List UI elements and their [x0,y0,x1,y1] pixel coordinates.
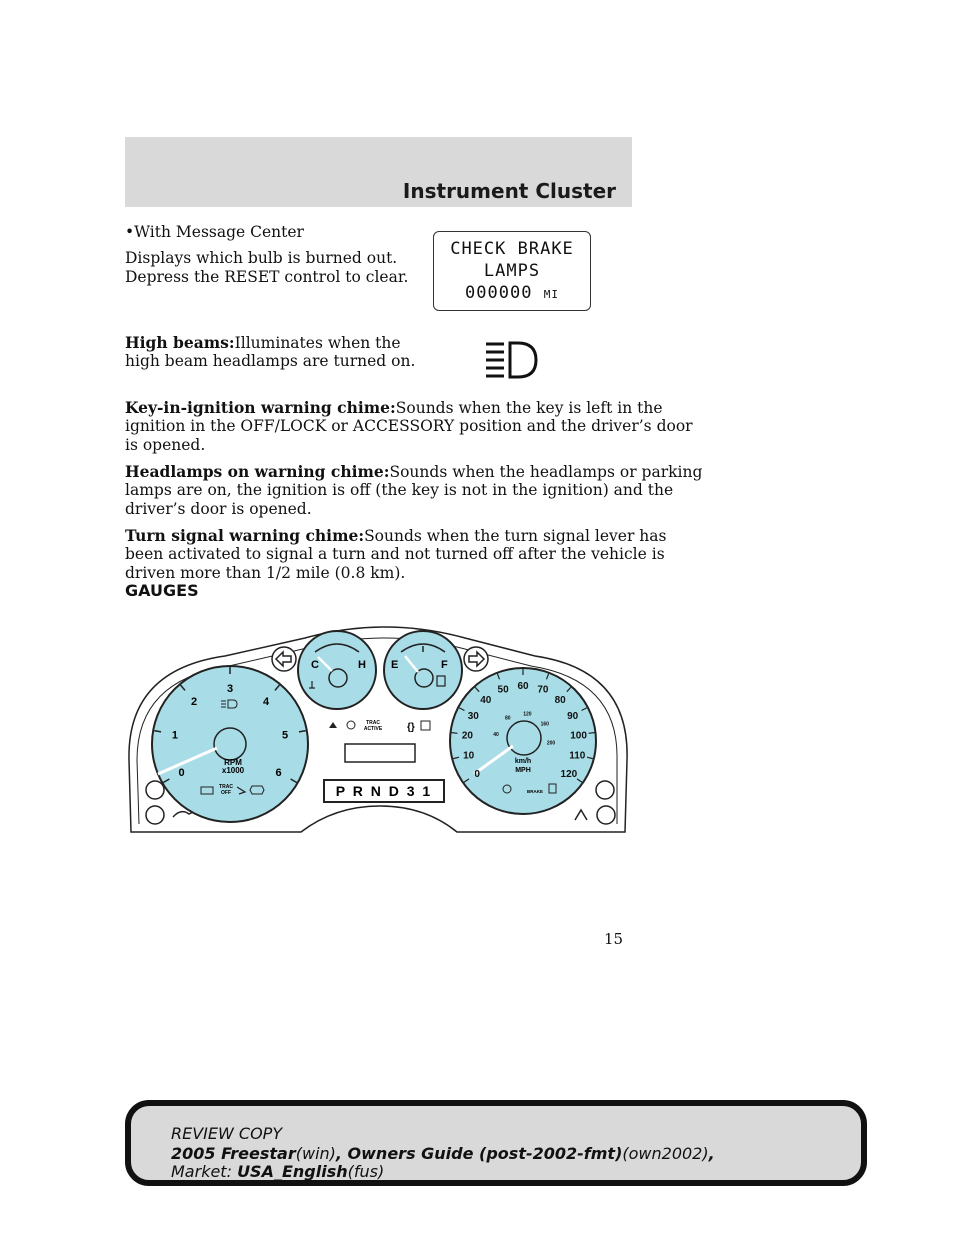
mph-number: 70 [537,684,549,696]
tach-number: 4 [262,696,270,709]
display-line-2: LAMPS [483,261,541,281]
tach-number: 3 [226,683,234,695]
speedometer-gauge [450,668,596,814]
key-chime-text-3: is opened. [125,436,206,454]
tach-number: 0 [178,767,185,779]
display-odometer: 000000 [465,283,533,303]
headlamp-chime-text-1: Sounds when the headlamps or parking [389,463,703,481]
trac-off-line-1: TRAC [219,784,233,790]
kmh-number: 160 [540,721,549,728]
brake-warning-icon [146,806,164,824]
key-chime-label: Key-in-ignition warning chime: [125,398,396,417]
brake-label: BRAKE [526,789,544,794]
message-center-display [433,231,591,311]
footer-model: 2005 Freestar [171,1144,296,1163]
gauges-heading: GAUGES [125,581,199,600]
seatbelt-icon [597,806,615,824]
section-header-band [125,137,632,207]
fuel-full-label: F [441,659,448,671]
mph-number: 10 [463,750,475,762]
kmh-number: 80 [505,715,511,722]
mph-label: MPH [515,767,531,774]
high-beams-text-2: high beam headlamps are turned on. [125,352,416,370]
footer-market: USA_English [237,1162,348,1181]
temp-cold-label: C [311,659,319,671]
section-title: Instrument Cluster [402,179,616,203]
high-beams-label: High beams: [125,333,235,352]
footer-guide: Owners Guide (post-2002-fmt) [347,1144,623,1163]
page-number: 15 [604,930,624,948]
mph-number: 0 [474,769,480,781]
footer-review-copy: REVIEW COPY [171,1124,283,1143]
headlamp-chime-text-2: lamps are on, the ignition is off (the key is not in the ignition) and the [125,481,674,499]
tach-number: 5 [282,729,289,742]
high-beam-icon [484,340,542,380]
high-beams-text-1: Illuminates when the [234,334,401,352]
right-turn-indicator-icon [464,647,488,671]
left-turn-indicator-icon [272,647,296,671]
mph-number: 90 [567,711,579,723]
mph-number: 110 [569,750,586,762]
kmh-number: 40 [493,731,499,738]
tach-number: 2 [190,696,198,709]
tire-pressure-icon [596,781,614,799]
bullet-message-center: •With Message Center [125,223,304,241]
fuel-gauge [384,631,462,709]
mph-number: 100 [570,730,587,742]
tach-number: 6 [275,767,282,779]
mph-number: 40 [480,695,492,707]
mph-number: 20 [461,730,473,742]
temperature-gauge [298,631,376,709]
kmh-number: 200 [546,740,556,747]
fuel-empty-label: E [391,659,399,671]
kmh-number: 120 [523,711,532,718]
trac-active-line-1: TRAC [366,720,380,726]
footer-model-code: (win) [295,1144,336,1163]
kmh-label: km/h [514,758,532,765]
trac-off-line-2: OFF [221,790,231,796]
mph-number: 30 [467,711,479,723]
display-unit: MI [543,288,559,301]
rpm-multiplier: x1000 [221,766,245,775]
message-center-description-2: Depress the RESET control to clear. [125,268,409,286]
display-line-1: CHECK BRAKE [450,239,574,259]
key-chime-text-2: ignition in the OFF/LOCK or ACCESSORY position and the driver’s door [125,417,693,435]
turn-chime-text-1: Sounds when the turn signal lever has [364,527,667,545]
headlamp-chime-label: Headlamps on warning chime: [125,462,390,481]
instrument-cluster-illustration [125,610,635,840]
footer-guide-code: (own2002) [622,1144,709,1163]
turn-chime-label: Turn signal warning chime: [125,526,365,545]
rpm-label: RPM [224,758,242,767]
message-center-window [345,744,415,762]
footer-market-code: (fus) [347,1162,385,1181]
review-copy-footer: REVIEW COPY 2005 Freestar(win), Owners Guide (post-2002-fmt)(own2002), Market: USA_English(fus) [125,1100,867,1186]
door-ajar-icon: {} [407,722,415,733]
trac-active-line-2: ACTIVE [363,726,383,732]
turn-chime-text-2: been activated to signal a turn and not turned off after the vehicle is [125,545,665,563]
footer-market-label: Market: [171,1162,232,1181]
message-center-description-1: Displays which bulb is burned out. [125,249,398,267]
key-chime-text-1: Sounds when the key is left in the [395,399,663,417]
turn-chime-text-3: driven more than 1/2 mile (0.8 km). [125,564,406,582]
tachometer-gauge [152,666,308,822]
speed-control-icon [146,781,164,799]
temp-hot-label: H [358,659,366,671]
mph-number: 120 [560,769,578,781]
mph-number: 60 [517,681,529,692]
mph-number: 80 [554,695,566,707]
mph-number: 50 [497,684,509,696]
tach-number: 1 [171,729,178,742]
prnd-indicator: P R N D 3 1 [335,783,433,799]
speedo-tick [451,733,457,734]
speedo-tick [589,733,595,734]
headlamp-chime-text-3: driver’s door is opened. [125,500,312,518]
